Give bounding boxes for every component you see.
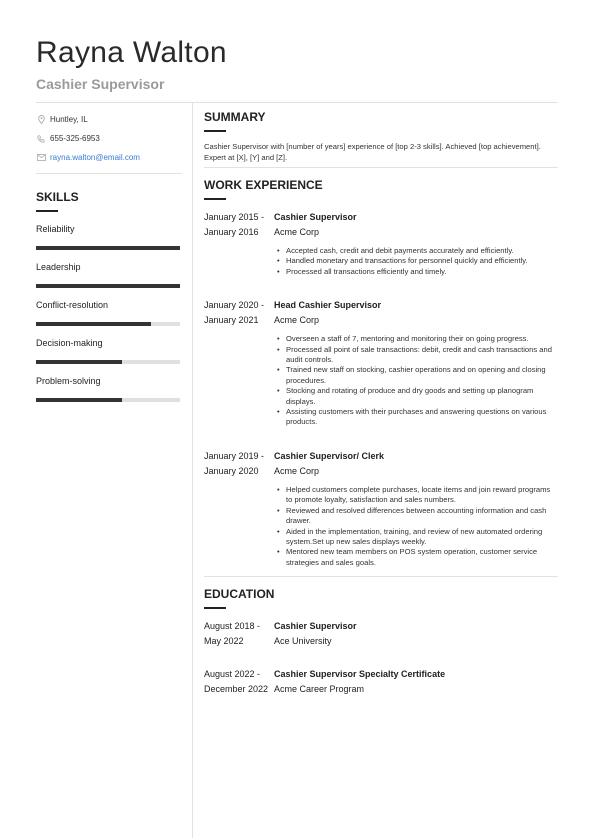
envelope-icon — [36, 154, 46, 161]
summary-section — [204, 110, 558, 163]
entry-org: Ace University — [274, 636, 332, 647]
skill-bar-fill — [36, 284, 180, 288]
entry-date-end: May 2022 — [204, 636, 244, 647]
entry-role: Cashier Supervisor/ Clerk — [274, 450, 385, 461]
entry-date-start: January 2020 - — [204, 300, 265, 311]
skills-section — [36, 190, 182, 402]
skill-bar-fill — [36, 322, 151, 326]
education-heading: EDUCATION — [204, 587, 275, 602]
skill-label: Decision-making — [36, 338, 103, 348]
entry-date-end: January 2021 — [204, 315, 259, 326]
location-pin-icon — [36, 115, 46, 124]
entry-date — [204, 449, 274, 568]
bullet-item: • Accepted cash, credit and debit payments accurately and efficiently. — [274, 246, 558, 256]
candidate-name: Rayna Walton — [36, 36, 227, 69]
summary-heading-underline — [204, 130, 226, 132]
entry-org: Acme Corp — [274, 315, 320, 326]
entry-role: Cashier Supervisor — [274, 621, 357, 632]
skill-item — [36, 376, 182, 402]
skill-label: Conflict-resolution — [36, 300, 109, 310]
experience-section — [204, 178, 558, 568]
experience-entry — [204, 210, 558, 277]
education-entry — [204, 667, 558, 697]
contact-phone — [36, 129, 182, 148]
entry-org: Acme Corp — [274, 465, 320, 476]
bullet-item: • Assisting customers with their purchases and answering questions on various products. — [274, 407, 558, 428]
contact-email[interactable] — [36, 148, 182, 167]
skills-heading-underline — [36, 210, 58, 212]
skill-bar-fill — [36, 398, 122, 402]
column-divider — [192, 102, 193, 838]
entry-role: Cashier Supervisor Specialty Certificate — [274, 669, 446, 680]
skill-item — [36, 262, 182, 288]
entry-role: Cashier Supervisor — [274, 212, 357, 222]
entry-org: Acme Career Program — [274, 684, 365, 695]
experience-entry — [204, 449, 558, 568]
skills-heading: SKILLS — [36, 190, 79, 204]
entry-date-start: January 2015 - — [204, 212, 265, 222]
experience-heading: WORK EXPERIENCE — [204, 178, 323, 192]
bullet-item: • Overseen a staff of 7, mentoring and monitoring their on going progress. — [274, 334, 558, 344]
skill-bar — [36, 360, 180, 364]
entry-body — [274, 298, 558, 428]
skill-item — [36, 338, 182, 364]
bullet-item: • Processed all point of sale transactions: debit, credit and cash transactions and audit controls. — [274, 345, 558, 366]
entry-date-end: January 2020 — [204, 465, 259, 476]
entry-date — [204, 667, 274, 697]
skill-label: Problem-solving — [36, 376, 101, 386]
education-entry — [204, 619, 558, 649]
entry-body — [274, 449, 558, 568]
contact-location — [36, 110, 182, 129]
entry-body — [274, 619, 558, 649]
left-column — [36, 110, 182, 402]
summary-heading: SUMMARY — [204, 110, 266, 124]
skill-item — [36, 300, 182, 326]
experience-heading-underline — [204, 198, 226, 200]
skill-bar — [36, 284, 180, 288]
skill-label: Reliability — [36, 224, 75, 234]
entry-date — [204, 619, 274, 649]
bullet-item: • Stocking and rotating of produce and dry goods and setting up planogram displays. — [274, 386, 558, 407]
skill-item — [36, 224, 182, 250]
entry-date — [204, 210, 274, 277]
header-divider — [36, 102, 558, 103]
bullet-item: • Mentored new team members on POS system operation, customer service strategies and sales goals. — [274, 547, 558, 568]
entry-role: Head Cashier Supervisor — [274, 300, 382, 311]
skill-bar-fill — [36, 246, 180, 250]
entry-date-start: August 2018 - — [204, 621, 261, 632]
email-link[interactable]: rayna.walton@email.com — [50, 153, 140, 162]
entry-bullets — [274, 246, 558, 277]
location-text: Huntley, IL — [50, 115, 88, 124]
phone-icon — [36, 135, 46, 143]
resume-header — [36, 36, 566, 92]
skill-bar — [36, 246, 180, 250]
entry-date-end: January 2016 — [204, 227, 259, 237]
phone-text: 655-325-6953 — [50, 134, 100, 143]
bullet-item: • Aided in the implementation, training, and review of new automated ordering system.Set up new sales displays weekly. — [274, 527, 558, 548]
bullet-item: • Processed all transactions efficiently and timely. — [274, 267, 558, 277]
summary-text: Cashier Supervisor with [number of years] experience of [top 2-3 skills]. Achieved [top achievement]. Expert at [X], [Y] and [Z]. — [204, 142, 541, 162]
section-divider — [204, 576, 558, 577]
entry-bullets — [274, 334, 558, 428]
entry-bullets — [274, 485, 558, 568]
entry-body — [274, 210, 558, 277]
education-section — [204, 587, 558, 697]
skill-bar-fill — [36, 360, 122, 364]
entry-date-start: January 2019 - — [204, 450, 265, 461]
entry-date-end: December 2022 — [204, 684, 269, 695]
skill-bar — [36, 322, 180, 326]
bullet-item: • Reviewed and resolved differences between accounting information and cash drawer. — [274, 506, 558, 527]
contact-divider — [36, 173, 182, 174]
entry-date-start: August 2022 - — [204, 669, 261, 680]
experience-entry — [204, 298, 558, 428]
bullet-item: • Handled monetary and transactions for personnel quickly and efficiently. — [274, 256, 558, 266]
skill-label: Leadership — [36, 262, 81, 272]
entry-org: Acme Corp — [274, 227, 320, 237]
entry-date — [204, 298, 274, 428]
bullet-item: • Trained new staff on stocking, cashier operations and on opening and closing procedures. — [274, 365, 558, 386]
bullet-item: • Helped customers complete purchases, locate items and join reward programs to promote loyalty, satisfaction and sales numbers. — [274, 485, 558, 506]
education-heading-underline — [204, 607, 226, 609]
right-column — [204, 110, 558, 697]
skill-bar — [36, 398, 180, 402]
candidate-title: Cashier Supervisor — [36, 76, 165, 92]
entry-body — [274, 667, 558, 697]
section-divider — [204, 167, 558, 168]
